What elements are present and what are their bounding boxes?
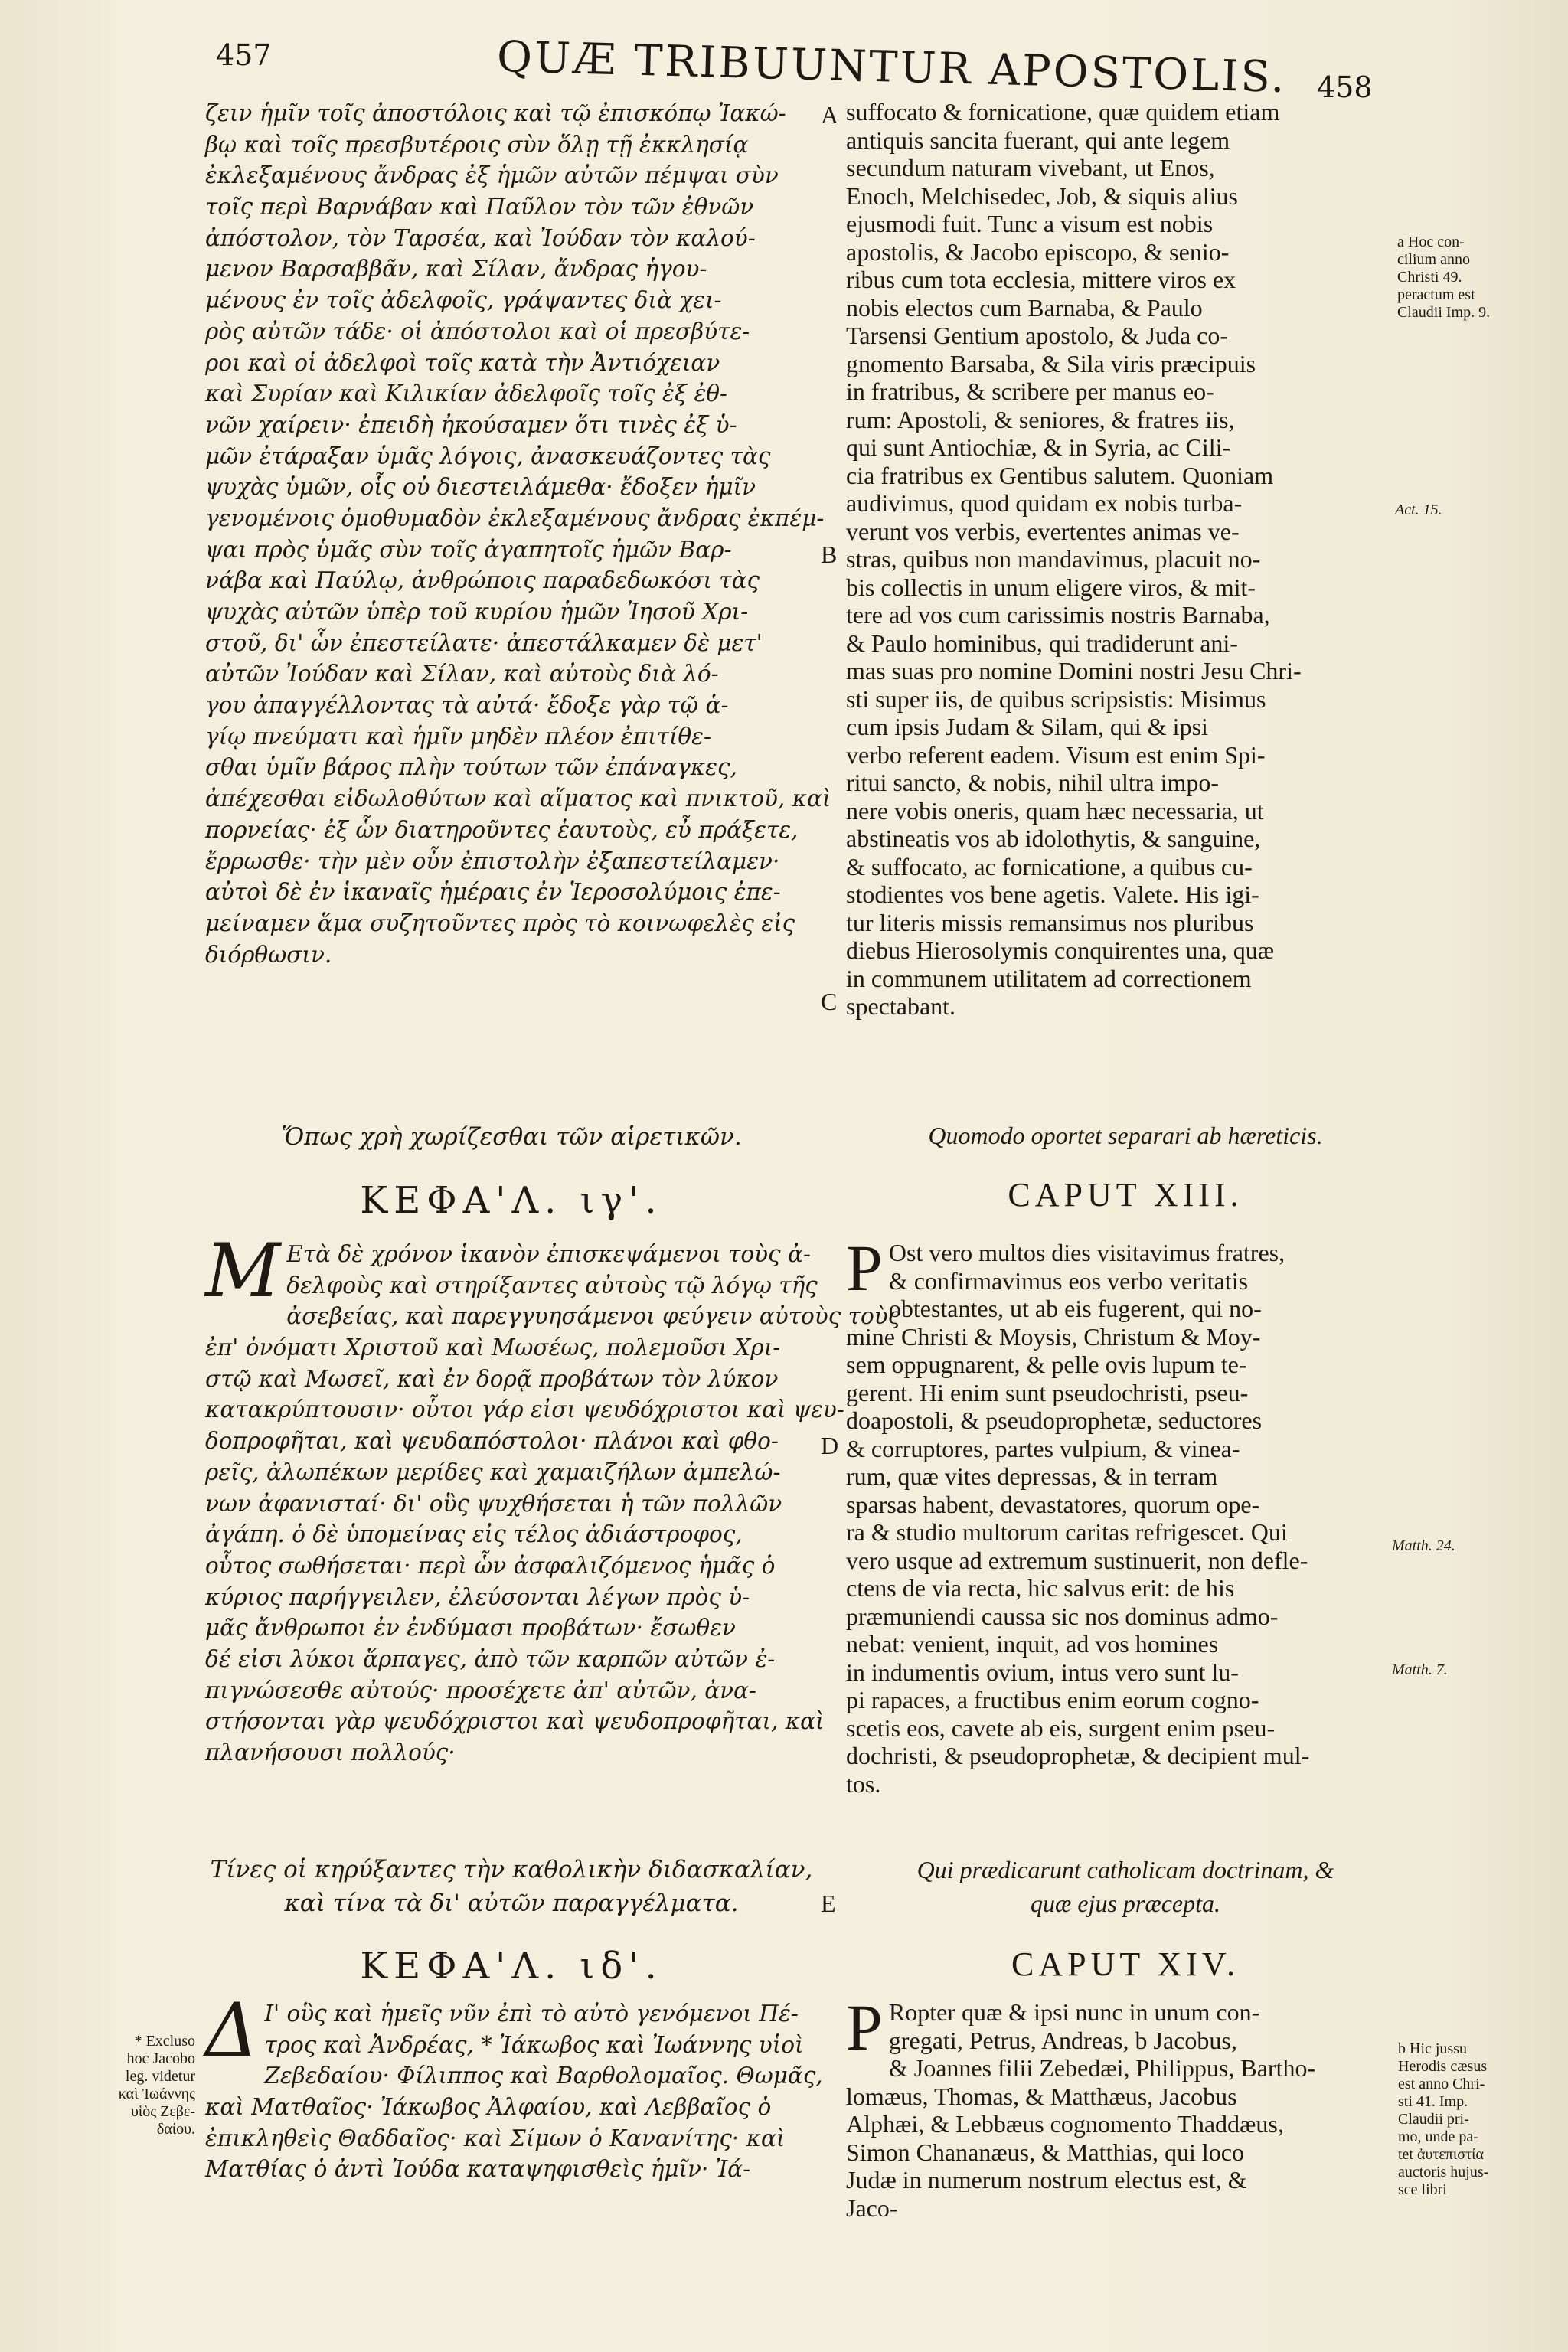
- latin-text-line: dochristi, & pseudoprophetæ, & decipient mul-: [846, 1742, 1310, 1769]
- side-note-matth-24: [1392, 1537, 1455, 1555]
- side-note-line: * Excluso: [134, 2033, 195, 2050]
- greek-text-line: πιγνώσεσθε αὐτούς· προσέχετε ἀπ' αὐτῶν, ἀνα-: [205, 1677, 756, 1704]
- side-note-line: hoc Jacobo: [126, 2050, 195, 2067]
- latin-text-line: stras, quibus non mandavimus, placuit no-: [846, 545, 1261, 573]
- page-number-left: 457: [216, 38, 272, 72]
- greek-text-line: νάβα καὶ Παύλῳ, ἀνθρώποις παραδεδωκόσι τὰς: [205, 567, 760, 594]
- greek-heading-ch13: Ὅπως χρὴ χωρίζεσθαι τῶν αἱρετικῶν.: [281, 1123, 742, 1151]
- greek-heading-ch14-line1: Τίνες οἱ κηρύξαντες τὴν καθολικὴν διδασκαλίαν,: [210, 1856, 813, 1883]
- margin-letter-c: C: [821, 988, 838, 1015]
- latin-column-ch13: [846, 1231, 1405, 1798]
- latin-text-line: nobis electos cum Barnaba, & Paulo: [846, 293, 1203, 322]
- greek-column-ch13: [205, 1228, 901, 1769]
- side-note-line: tet ἀυτεπιστία: [1398, 2146, 1484, 2163]
- side-note-matth-7: [1392, 1661, 1448, 1679]
- greek-text-line: δελφοὺς καὶ στηρίξαντες αὐτοὺς τῷ λόγῳ τῆς: [286, 1272, 818, 1298]
- greek-text-line: τρος καὶ Ἀνδρέας, * Ἰάκωβος καὶ Ἰωάννης υἱοὶ: [264, 2031, 804, 2058]
- side-note-line: δαίου.: [156, 2121, 195, 2138]
- greek-text-line: στῷ καὶ Μωσεῖ, καὶ ἐν δορᾷ προβάτων τὸν λύκον: [205, 1365, 779, 1392]
- greek-text-line: αὐτῶν Ἰούδαν καὶ Σίλαν, καὶ αὐτοὺς διὰ λό-: [205, 661, 719, 688]
- greek-chapter-14: ΚΕΦΑ'Λ. ιδ'.: [360, 1945, 663, 1988]
- greek-text-line: ἐπικληθεὶς Θαδδαῖος· καὶ Σίμων ὁ Κανανίτης· καὶ: [205, 2125, 786, 2151]
- greek-text-line: γου ἀπαγγέλλοντας τὰ αὐτά· ἔδοξε γὰρ τῷ ἁ-: [205, 692, 729, 719]
- latin-text-line: in fratribus, & scribere per manus eo-: [846, 377, 1214, 405]
- greek-column-top: [205, 98, 831, 970]
- margin-letter-a: A: [821, 101, 839, 129]
- greek-text-line: κύριος παρήγγειλεν, ἐλεύσονται λέγων πρὸς ὑ-: [205, 1583, 750, 1610]
- latin-text-line: gregati, Petrus, Andreas, b Jacobus,: [888, 2026, 1237, 2054]
- side-note-line: sti 41. Imp.: [1398, 2093, 1468, 2110]
- latin-text-line: antiquis sancita fuerant, qui ante legem: [846, 126, 1230, 154]
- latin-column-ch14: [846, 1991, 1405, 2222]
- greek-text-line: Ετὰ δὲ χρόνον ἱκανὸν ἐπισκεψάμενοι τοὺς ἀ-: [286, 1241, 811, 1267]
- side-note-line: sce libri: [1398, 2181, 1447, 2198]
- latin-text-line: spectabant.: [846, 992, 956, 1020]
- latin-text-line: ra & studio multorum caritas refrigescet. Qui: [846, 1518, 1288, 1546]
- side-note-line: Claudii pri-: [1398, 2111, 1469, 2128]
- greek-text-line: νων ἀφανισταί· δι' οὓς ψυχθήσεται ἡ τῶν πολλῶν: [205, 1490, 782, 1517]
- latin-text-line: obtestantes, ut ab eis fugerent, qui no-: [888, 1295, 1262, 1322]
- latin-text-line: qui sunt Antiochiæ, & in Syria, ac Cili-: [846, 433, 1231, 461]
- greek-text-line: διόρθωσιν.: [205, 941, 332, 968]
- latin-text-line: suffocato & fornicatione, quæ quidem etiam: [846, 98, 1280, 126]
- side-note-line: mo, unde pa-: [1398, 2128, 1478, 2145]
- latin-text-line: stodientes vos bene agetis. Valete. His igi-: [846, 880, 1259, 908]
- latin-text-line: diebus Hierosolymis conquirentes una, quæ: [846, 936, 1275, 964]
- latin-heading-ch14: [846, 1853, 1405, 1920]
- latin-text-line: bis collectis in unum eligere viros, & mit-: [846, 573, 1256, 601]
- greek-text-line: πλανήσουσι πολλούς·: [205, 1740, 456, 1766]
- side-note-line: Claudii Imp. 9.: [1397, 304, 1491, 321]
- side-note-line: υἱὸς Ζεβε-: [130, 2103, 195, 2120]
- greek-text-line: ψυχὰς ὑμῶν, οἷς οὐ διεστειλάμεθα· ἔδοξεν ἡμῖν: [205, 474, 756, 501]
- greek-heading-ch14-line2: καὶ τίνα τὰ δι' αὐτῶν παραγγέλματα.: [284, 1890, 739, 1917]
- greek-text-line: ἀπέχεσθαι εἰδωλοθύτων καὶ αἵματος καὶ πνικτοῦ, καὶ: [205, 786, 831, 812]
- side-note-line: auctoris hujus-: [1398, 2164, 1489, 2180]
- greek-text-line: κατακρύπτουσιν· οὗτοι γάρ εἰσι ψευδόχριστοι καὶ ψευ-: [205, 1396, 844, 1423]
- side-note-line: Matth. 24.: [1392, 1537, 1455, 1554]
- greek-text-line: δοπροφῆται, καὶ ψευδαπόστολοι· πλάνοι καὶ φθο-: [205, 1428, 779, 1455]
- latin-text-line: cum ipsis Judam & Silam, qui & ipsi: [846, 713, 1208, 740]
- greek-text-line: ψυχὰς αὐτῶν ὑπὲρ τοῦ κυρίου ἡμῶν Ἰησοῦ Χρι-: [205, 599, 749, 625]
- greek-text-line: ἐπ' ὀνόματι Χριστοῦ καὶ Μωσέως, πολεμοῦσι Χρι-: [205, 1334, 781, 1361]
- greek-text-line: οὗτος σωθήσεται· περὶ ὧν ἀσφαλιζόμενος ἡμᾶς ὁ: [205, 1552, 776, 1579]
- latin-text-line: & confirmavimus eos verbo veritatis: [888, 1266, 1249, 1295]
- side-note-line: cilium anno: [1397, 251, 1470, 268]
- latin-text-line: cia fratribus ex Gentibus salutem. Quoniam: [846, 461, 1274, 489]
- greek-text-line: Ματθίας ὁ ἀντὶ Ἰούδα καταψηφισθεὶς ἡμῖν· Ἰά-: [205, 2156, 751, 2183]
- greek-text-line: ψαι πρὸς ὑμᾶς σὺν τοῖς ἀγαπητοῖς ἡμῶν Βαρ-: [205, 536, 732, 563]
- latin-text-line: abstineatis vos ab idolothytis, & sanguine,: [846, 825, 1261, 852]
- greek-text-line: τοῖς περὶ Βαρνάβαν καὶ Παῦλον τὸν τῶν ἐθνῶν: [205, 194, 754, 220]
- latin-chapter-14: CAPUT XIV.: [1011, 1945, 1240, 1983]
- greek-text-line: ἀσεβείας, καὶ παρεγγυησάμενοι φεύγειν αὐτοὺς τοὺς: [286, 1303, 901, 1330]
- latin-text-line: Enoch, Melchisedec, Job, & siquis alius: [846, 181, 1238, 210]
- latin-text-line: Simon Chananæus, & Matthias, qui loco: [846, 2138, 1244, 2166]
- latin-dropcap-ch14: P: [846, 1991, 883, 2064]
- greek-text-line: μείναμεν ἅμα συζητοῦντες πρὸς τὸ κοινωφελὲς εἰς: [205, 910, 795, 936]
- greek-text-line: στήσονται γὰρ ψευδόχριστοι καὶ ψευδοπροφῆται, καὶ: [205, 1708, 825, 1735]
- latin-text-line: gerent. Hi enim sunt pseudochristi, pseu-: [846, 1378, 1249, 1406]
- greek-text-line: ἔρρωσθε· τὴν μὲν οὖν ἐπιστολὴν ἐξαπεστείλαμεν·: [205, 848, 780, 874]
- latin-text-line: nere vobis oneris, quam hæc necessaria, ut: [846, 796, 1264, 825]
- latin-text-line: ejusmodi fuit. Tunc a visum est nobis: [846, 210, 1214, 237]
- latin-text-line: in indumentis ovium, intus vero sunt lu-: [846, 1658, 1239, 1686]
- running-title: QUÆ TRIBUUNTUR APOSTOLIS.: [496, 32, 1288, 103]
- page-number-right: 458: [1317, 70, 1373, 104]
- latin-text-line: scetis eos, cavete ab eis, surgent enim pseu-: [846, 1713, 1276, 1742]
- greek-text-line: καὶ Ματθαῖος· Ἰάκωβος Ἀλφαίου, καὶ Λεββαῖος ὁ: [205, 2094, 772, 2121]
- latin-text-line: & suffocato, ac fornicatione, a quibus cu-: [846, 852, 1253, 880]
- latin-text-line: lomæus, Thomas, & Matthæus, Jacobus: [846, 2082, 1237, 2110]
- latin-text-line: tur literis missis remansimus nos pluribus: [846, 908, 1254, 936]
- latin-text-line: rum: Apostoli, & seniores, & fratres iis,: [846, 405, 1235, 433]
- latin-text-line: ribus cum tota ecclesia, mittere viros ex: [846, 266, 1236, 293]
- latin-text-line: Ost vero multos dies visitavimus fratres,: [888, 1239, 1285, 1266]
- greek-dropcap-ch14: Δ: [205, 1988, 259, 2073]
- margin-letter-e: E: [821, 1890, 836, 1917]
- greek-text-line: μῶν ἐτάραξαν ὑμᾶς λόγοις, ἀνασκευάζοντες τὰς: [205, 443, 771, 469]
- latin-text-line: Tarsensi Gentium apostolo, & Juda co-: [846, 322, 1228, 349]
- latin-text-line: Alphæi, & Lebbæus cognomento Thaddæus,: [846, 2110, 1284, 2138]
- latin-text-line: Judæ in numerum nostrum electus est, &: [846, 2166, 1247, 2194]
- greek-text-line: Ζεβεδαίου· Φίλιππος καὶ Βαρθολομαῖος. Θωμᾶς,: [264, 2063, 823, 2089]
- latin-heading-ch14-line1: Qui prædicarunt catholicam doctrinam, &: [916, 1856, 1334, 1883]
- greek-text-line: ἐκλεξαμένους ἄνδρας ἐξ ἡμῶν αὐτῶν πέμψαι σὺν: [205, 162, 779, 189]
- latin-text-line: doapostoli, & pseudoprophetæ, seductores: [846, 1406, 1263, 1434]
- greek-text-line: σθαι ὑμῖν βάρος πλὴν τούτων τῶν ἐπάναγκες,: [205, 754, 737, 781]
- greek-text-line: μενον Βαρσαββᾶν, καὶ Σίλαν, ἄνδρας ἡγου-: [205, 256, 707, 283]
- side-note-line: Herodis cæsus: [1398, 2058, 1488, 2075]
- latin-heading-ch14-line2: quæ ejus præcepta.: [1031, 1890, 1220, 1917]
- greek-text-line: ροι καὶ οἱ ἀδελφοὶ τοῖς κατὰ τὴν Ἀντιόχειαν: [205, 349, 720, 376]
- side-note-act-15: [1395, 501, 1442, 519]
- greek-text-line: βῳ καὶ τοῖς πρεσβυτέροις σὺν ὅλῃ τῇ ἐκκλησίᾳ: [205, 131, 749, 158]
- greek-text-line: καὶ Συρίαν καὶ Κιλικίαν ἀδελφοῖς τοῖς ἐξ ἐθ-: [205, 381, 728, 407]
- latin-text-line: gnomento Barsaba, & Sila viris præcipuis: [846, 349, 1256, 377]
- greek-heading-ch14: [205, 1853, 818, 1920]
- latin-text-line: præmuniendi caussa sic nos dominus admo-: [846, 1602, 1279, 1630]
- margin-letter-b: B: [821, 541, 838, 568]
- greek-text-line: πορνείας· ἐξ ὧν διατηροῦντες ἑαυτοὺς, εὖ πράξετε,: [205, 816, 799, 843]
- side-note-line: peractum est: [1397, 286, 1475, 303]
- latin-text-line: sti super iis, de quibus scripsistis: Misimus: [846, 684, 1266, 713]
- greek-text-line: μᾶς ἄνθρωποι ἐν ἐνδύμασι προβάτων· ἔσωθεν: [205, 1615, 736, 1642]
- latin-text-line: ritui sancto, & nobis, nihil ultra impo-: [846, 769, 1220, 796]
- greek-text-line: ἀπόστολον, τὸν Ταρσέα, καὶ Ἰούδαν τὸν καλού-: [205, 224, 756, 251]
- latin-text-line: ctens de via recta, hic salvus erit: de his: [846, 1574, 1235, 1602]
- latin-text-line: Ropter quæ & ipsi nunc in unum con-: [888, 1998, 1260, 2026]
- greek-text-line: δέ εἰσι λύκοι ἅρπαγες, ἀπὸ τῶν καρπῶν αὐτῶν ἐ-: [205, 1645, 776, 1672]
- latin-text-line: & Joannes filii Zebedæi, Philippus, Bartho-: [888, 2054, 1316, 2082]
- greek-text-line: γίῳ πνεύματι καὶ ἡμῖν μηδὲν πλέον ἐπιτίθε-: [205, 723, 711, 750]
- greek-column-ch14: [205, 1988, 823, 2185]
- greek-chapter-13: ΚΕΦΑ'Λ. ιγ'.: [360, 1179, 663, 1222]
- side-note-line: leg. videtur: [125, 2068, 195, 2085]
- greek-text-line: μένους ἐν τοῖς ἀδελφοῖς, γράψαντες διὰ χει-: [205, 287, 722, 314]
- side-note-line: b Hic jussu: [1398, 2040, 1467, 2057]
- side-note-line: a Hoc con-: [1397, 234, 1465, 250]
- greek-text-line: γενομένοις ὁμοθυμαδὸν ἐκλεξαμένους ἄνδρας ἐκπέμ-: [205, 505, 825, 531]
- latin-heading-ch13: Quomodo oportet separari ab hæreticis.: [928, 1122, 1323, 1149]
- latin-column-top: [846, 98, 1405, 1021]
- greek-text-line: ζειν ἡμῖν τοῖς ἀποστόλοις καὶ τῷ ἐπισκόπῳ Ἰακώ-: [205, 100, 786, 126]
- latin-text-line: secundum naturam vivebant, ut Enos,: [846, 154, 1215, 181]
- greek-text-line: στοῦ, δι' ὧν ἐπεστείλατε· ἀπεστάλκαμεν δὲ μετ': [205, 629, 763, 656]
- latin-text-line: rum, quæ vites depressas, & in terram: [846, 1462, 1218, 1490]
- greek-dropcap-ch13: Μ: [205, 1228, 281, 1314]
- latin-text-line: nebat: venient, inquit, ad vos homines: [846, 1630, 1219, 1658]
- greek-text-line: αὐτοὶ δὲ ἐν ἱκαναῖς ἡμέραις ἐν Ἱεροσολύμοις ἐπε-: [205, 879, 781, 906]
- side-note-line: Act. 15.: [1395, 501, 1442, 518]
- latin-text-line: in communem utilitatem ad correctionem: [846, 964, 1252, 992]
- latin-text-line: & Paulo hominibus, qui tradiderunt ani-: [846, 629, 1238, 657]
- side-note-line: Christi 49.: [1397, 269, 1462, 286]
- latin-text-line: verunt vos verbis, evertentes animas ve-: [846, 517, 1240, 545]
- side-note-b: [1398, 2040, 1488, 2199]
- greek-text-line: ρὸς αὐτῶν τάδε· οἱ ἀπόστολοι καὶ οἱ πρεσβύτε-: [205, 318, 750, 345]
- latin-text-line: tere ad vos cum carissimis nostris Barnaba,: [846, 601, 1270, 629]
- latin-text-line: vero usque ad extremum sustinuerit, non defle-: [846, 1546, 1308, 1574]
- side-note-line: καὶ Ἰωάννης: [118, 2086, 195, 2102]
- latin-text-line: & corruptores, partes vulpium, & vinea-: [846, 1434, 1240, 1462]
- latin-text-line: Jaco-: [846, 2194, 898, 2222]
- latin-chapter-13: CAPUT XIII.: [1008, 1176, 1243, 1214]
- side-note-line: Matth. 7.: [1392, 1661, 1448, 1678]
- side-note-a: [1397, 234, 1490, 322]
- latin-text-line: apostolis, & Jacobo episcopo, & senio-: [846, 237, 1230, 266]
- latin-text-line: tos.: [846, 1769, 881, 1798]
- greek-text-line: ρεῖς, ἀλωπέκων μερίδες καὶ χαμαιζήλων ἀμπελώ-: [205, 1459, 781, 1485]
- latin-text-line: pi rapaces, a fructibus enim eorum cogno-: [846, 1686, 1259, 1713]
- latin-text-line: sem oppugnarent, & pelle ovis lupum te-: [846, 1351, 1247, 1378]
- latin-text-line: sparsas habent, devastatores, quorum ope-: [846, 1490, 1260, 1518]
- latin-text-line: mas suas pro nomine Domini nostri Jesu Chri-: [846, 657, 1302, 684]
- latin-text-line: mine Christi & Moysis, Christum & Moy-: [846, 1322, 1261, 1351]
- side-note-star: [88, 2033, 195, 2138]
- side-note-line: est anno Chri-: [1398, 2076, 1485, 2092]
- greek-text-line: ἀγάπη. ὁ δὲ ὑπομείνας εἰς τέλος ἀδιάστροφος,: [205, 1521, 743, 1548]
- latin-text-line: audivimus, quod quidam ex nobis turba-: [846, 489, 1243, 517]
- greek-text-line: Ι' οὓς καὶ ἡμεῖς νῦν ἐπὶ τὸ αὐτὸ γενόμενοι Πέ-: [264, 2001, 799, 2027]
- running-head: [0, 32, 1568, 104]
- margin-letter-d: D: [821, 1432, 839, 1459]
- latin-text-line: verbo referent eadem. Visum est enim Spi-: [846, 740, 1266, 769]
- greek-text-line: νῶν χαίρειν· ἐπειδὴ ἠκούσαμεν ὅτι τινὲς ἐξ ὑ-: [205, 411, 737, 438]
- latin-dropcap-ch13: P: [846, 1231, 883, 1305]
